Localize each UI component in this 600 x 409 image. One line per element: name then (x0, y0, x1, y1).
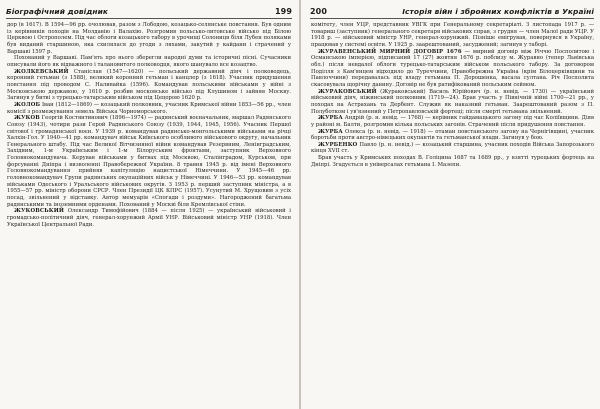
right-header-rule (310, 18, 594, 19)
dictionary-entry (7, 115, 291, 208)
left-header-rule (6, 18, 292, 19)
right-page (300, 0, 600, 409)
left-page-number: 199 (275, 6, 292, 16)
dictionary-entry (311, 115, 594, 128)
dictionary-entry (7, 69, 291, 102)
entry-text: Похований у Варшаві. Пам'ять про нього зберегли народні думи та історичні пісні. Сучасники описували його як відважного і талановитого полководця, якого шанувало все козацтво. (7, 55, 291, 68)
entry-text: Станіслав (1547—1620) — польський державний діяч і полководець, коронний гетьман (з 1588), великий коронний гетьман і канцлер (з 1618). Учасник придушення повстання під проводом С. Наливайка (1596). Командував польськими військами у війні з Московською державою, у 1610 р. розбив московське військо під Клушином і зайняв Москву. Загинув у битві з турецько-татарським військом під Цецорою 1620 р. (7, 68, 291, 102)
right-page-text (311, 22, 594, 168)
entry-headword: ЖОЛКЕВСЬКИЙ (14, 68, 69, 75)
entry-headword: ЖУКОВСЬКИЙ (14, 208, 65, 215)
left-page-text (7, 22, 291, 228)
entry-headword: ЖУРБА (318, 115, 343, 122)
entry-headword: ЖУРБА (318, 128, 343, 135)
entry-headword: ЖУРАКОВСЬКИЙ (318, 88, 377, 95)
entry-headword: ЖУКОВ (14, 115, 40, 122)
dictionary-entry (311, 142, 594, 155)
entry-text: комітету, член УЦР, представник УВГК при Генеральному секретаріаті. З листопада 1917 р. — товариш (заступник) генерального секретаря військових справ, з грудня — член Малої ради УЦР. У 1918 р. — військовий міністр УНР, генерал-хорунжий. Пізніше емігрував, повернувся в Україну, працював у системі освіти. У 1925 р. заарештований, засуджений; загинув у таборі. (311, 22, 594, 48)
entry-headword: ЖУРАВЕНСЬКИЙ МИРНИЙ ДОГОВІР 1676 (318, 48, 462, 55)
dictionary-entry (311, 89, 594, 116)
dictionary-entry (7, 55, 291, 68)
entry-text: Павло (р. н. невід.) — козацький старшина, учасник походів Війська Запорозького кінця XVII ст. (311, 141, 595, 155)
entry-headword: ЖОЛОБ (14, 101, 41, 108)
entry-text: Іван (1812—1869) — козацький полковник, учасник Кримської війни 1853—56 рр., член комісії з розмежування земель Війська Чорноморського. (7, 101, 291, 115)
entry-headword: ЖУРБЕНКО (318, 141, 358, 148)
entry-text: Андрій (р. н. невід. — 1768) — керівник гайдамацького загону під час Коліївщини. Діяв у районі м. Балти, розгромив кілька польських загонів. Страчений після придушення повстання. (311, 115, 594, 128)
entry-text: Олекса (р. н. невід. — 1918) — отаман повстанського загону на Чернігівщині, учасник боротьби проти австро-німецьких окупантів та гетьманської влади. Загинув у бою. (311, 128, 594, 142)
entry-text: Георгій Костянтинович (1896—1974) — радянський воєначальник, маршал Радянського Союзу (1943), чотири рази Герой Радянського Союзу (1939, 1944, 1945, 1956). Учасник Першої світової і громадянської воєн. У 1939 р. командував радянсько-монгольськими військами на річці Халхін-Гол. У 1940—41 рр. командувач військ Київського особливого військового округу, начальник Генерального штабу. Під час Великої Вітчизняної війни командував Резервним, Ленінградським, Західним, 1-м Українським і 1-м Білоруським фронтами, заступник Верховного Головнокомандувача. Керував військами у битвах під Москвою, Сталінградом, Курськом, при форсуванні Дніпра і визволенні Правобережної України. 8 травня 1945 р. від імені Верховного Головнокомандування прийняв капітуляцію нацистської Німеччини. У 1945—46 рр. головнокомандувач Групи радянських окупаційних військ у Німеччині. У 1946—53 рр. командував військами Одеського і Уральського військових округів. З 1953 р. перший заступник міністра, а в 1955—57 рр. міністр оборони СРСР. Член Президії ЦК КПРС (1957). Усунутий М. Хрущовим з усіх посад, звільнений у відставку. Автор мемуарів «Спогади і роздуми». Нагороджений багатьма радянськими та іноземними орденами. Похований у Москві біля Кремлівської стіни. (7, 115, 291, 208)
entry-text: Олександр Тимофійович (1884 — після 1925) — український військовий і громадсько-політичний діяч, генерал-хорунжий Армії УНР. Військовий міністр УНР (1918). Член Української Центральної Ради. (7, 208, 291, 228)
right-page-number: 200 (310, 6, 327, 16)
left-running-header (6, 4, 292, 18)
dictionary-entry (7, 22, 291, 55)
dictionary-entry (311, 155, 594, 168)
dictionary-entry (311, 22, 594, 49)
left-running-title: Біографічний довідник (6, 6, 108, 16)
entry-text: Брав участь у Кримських походах В. Голіцина 1687 та 1689 рр., у взятті турецьких фортець на Дніпрі. Згадується в універсалах гетьмана І. Мазепи. (311, 155, 594, 168)
dictionary-entry (311, 49, 594, 89)
right-running-title: Історія війн і збройних конфліктів в Україні (402, 6, 594, 16)
dictionary-entry (7, 102, 291, 115)
right-running-header (310, 4, 594, 18)
entry-text: — мирний договір між Річчю Посполитою і Османською імперією, підписаний 17 (27) жовтня 1676 р. поблизу м. Журавно (тепер Львівська обл.) після невдалої облоги турецько-татарським військом польського табору. За договором Поділля з Кам'янцем відходило до Туреччини, Правобережна Україна (крім Білоцерківщини та Павлоччини) передавалась під владу гетьмана П. Дорошенка, васала султана. Річ Посполита скасовувала щорічну данину. Договір не був ратифікований польським сеймом. (311, 48, 595, 88)
dictionary-entry (311, 129, 594, 142)
dictionary-entry (7, 208, 291, 228)
entry-text: (Жураковський) Василь Юрійович (р. н. невід. — 1730) — український військовий діяч, ніжинський полковник (1719—24). Брав участь у Північній війні 1700—21 рр., у походах на Астрахань та Дербент. Служив як наказний гетьман. Заарештований разом з П. Полуботком і ув'язнений у Петропавловській фортеці; після смерті гетьмана звільнений. (311, 88, 595, 115)
entry-text: дор (в 1617). В 1594—96 рр. очолював, разом з Лободою, козацько-селянське повстання. Був одним із керівників походів на Молдавію і Валахію. Розгромив польсько-литовське військо під Білою Церквою і Острополем. Під час облоги козацького табору в урочищі Солониця біля Лубен поляками був виданий старшиною, яка схилялася до угоди з ляхами, закутий у кайдани і страчений у Варшаві 1597 р. (7, 22, 291, 55)
